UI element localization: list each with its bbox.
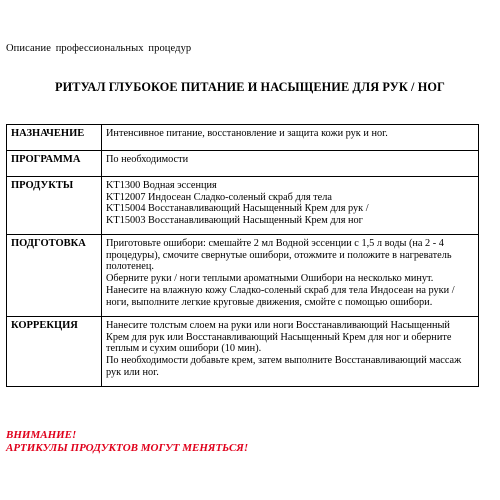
procedure-table <box>6 124 479 387</box>
preparation-text <box>102 235 479 317</box>
warning-notice <box>6 429 248 454</box>
correction-text <box>102 317 479 387</box>
warning-title: ВНИМАНИЕ! <box>6 429 77 441</box>
product-item: KT15004 Восстанавливающий Насыщенный Крем для рук / <box>106 203 369 215</box>
correction-paragraph: Нанесите толстым слоем на руки или ноги Восстанавливающий Насыщенный Крем для рук или Восстанавливающий Насыщенный Крем для ног и оберните теплым и сухим ошибори (10 мин). <box>106 320 452 355</box>
table-row <box>7 235 479 317</box>
preparation-paragraph: Нанесите на влажную кожу Сладко-соленый скраб для тела Индосеан на руки / ноги, выполните легкие круговые движения, смойте с помощью ошибори. <box>106 284 455 308</box>
purpose-label: НАЗНАЧЕНИЕ <box>7 125 102 151</box>
preparation-paragraph: Приготовьте ошибори: смешайте 2 мл Водной эссенции с 1,5 л воды (на 2 - 4 процедуры), смочите свернутые ошибори, отожмите и положите в нагреватель полотенец. <box>106 238 452 273</box>
purpose-text: Интенсивное питание, восстановление и защита кожи рук и ног. <box>102 125 479 151</box>
product-item: KT12007 Индосеан Сладко-соленый скраб для тела <box>106 191 332 203</box>
correction-paragraph: По необходимости добавьте крем, затем выполните Восстанавливающий массаж рук или ног. <box>106 355 462 378</box>
program-label: ПРОГРАММА <box>7 151 102 177</box>
preparation-paragraph: Оберните руки / ноги теплыми ароматными Ошибори на несколько минут. <box>106 273 434 285</box>
table-row <box>7 125 479 151</box>
product-item: KT1300 Водная эссенция <box>106 180 217 191</box>
table-row <box>7 151 479 177</box>
products-list <box>102 177 479 235</box>
header-note: Описание профессиональных процедур <box>6 43 192 54</box>
table-row <box>7 317 479 387</box>
table-row <box>7 177 479 235</box>
program-text: По необходимости <box>102 151 479 177</box>
preparation-label: ПОДГОТОВКА <box>7 235 102 317</box>
document-title: РИТУАЛ ГЛУБОКОЕ ПИТАНИЕ И НАСЫЩЕНИЕ ДЛЯ РУК / НОГ <box>55 80 445 94</box>
product-item: KT15003 Восстанавливающий Насыщенный Крем для ног <box>106 215 363 227</box>
products-label: ПРОДУКТЫ <box>7 177 102 235</box>
warning-text: АРТИКУЛЫ ПРОДУКТОВ МОГУТ МЕНЯТЬСЯ! <box>6 441 249 454</box>
correction-label: КОРРЕКЦИЯ <box>7 317 102 387</box>
